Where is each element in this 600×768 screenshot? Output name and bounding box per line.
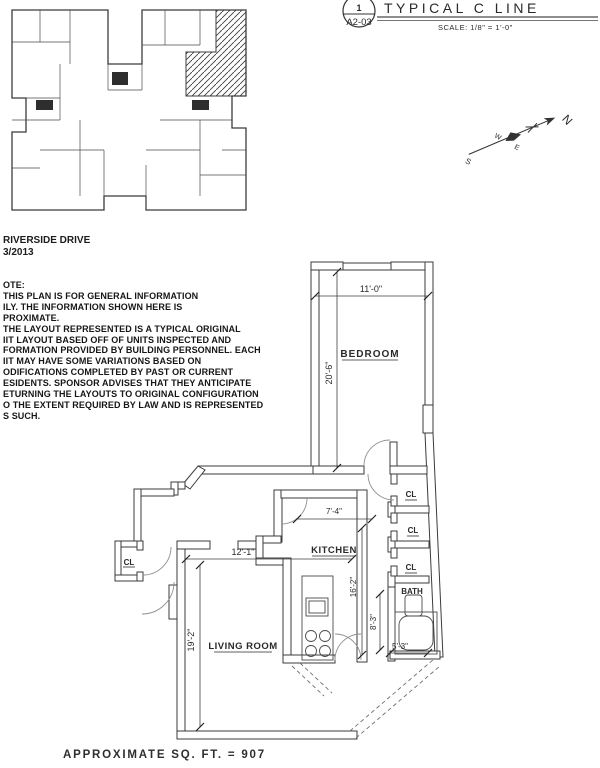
compass-center-knot: [503, 129, 522, 144]
elevator-core: [112, 72, 128, 85]
building-key-plan: [12, 10, 246, 210]
radiator-hatch: [423, 405, 433, 433]
title-block: [343, 0, 598, 32]
highlighted-c-line-unit-hatch: [186, 10, 246, 96]
note-line: PROXIMATE.: [3, 312, 60, 323]
stair-core-left: [36, 100, 53, 110]
note-line: OTE:: [3, 280, 25, 290]
closet-label-3: CL: [405, 563, 417, 572]
living-room-label: LIVING ROOM: [208, 641, 278, 652]
note-line: THE LAYOUT REPRESENTED IS A TYPICAL ORIGINAL: [3, 323, 241, 334]
living-room-length-dimension: [186, 561, 204, 731]
kitchen-label: KITCHEN: [311, 545, 357, 556]
foyer-diagonal-wall: [183, 466, 205, 489]
stove-burners: [306, 631, 331, 657]
bath-length-dimension: [369, 590, 384, 654]
compass-letter-e: E: [513, 143, 521, 153]
note-line: ETURNING THE LAYOUTS TO ORIGINAL CONFIGURATION: [3, 389, 259, 400]
bath-label: BATH: [401, 587, 423, 596]
bedroom-label: BEDROOM: [340, 349, 400, 360]
bedroom-length-dimension: [324, 268, 341, 472]
hall-door-arc: [368, 474, 394, 500]
sheet-number: A2-03: [346, 17, 372, 28]
svg-text:11'-0": 11'-0": [359, 284, 383, 294]
address-line: RIVERSIDE DRIVE: [3, 235, 91, 246]
note-line: S SUCH.: [3, 410, 41, 421]
note-line: ILY. THE INFORMATION SHOWN HERE IS: [3, 301, 183, 312]
note-line: O THE EXTENT REQUIRED BY LAW AND IS REPRESENTED: [3, 399, 264, 410]
north-arrow-compass: [457, 102, 579, 173]
note-line: FORMATION PROVIDED BY BUILDING PERSONNEL. EACH: [3, 345, 261, 356]
svg-text:7'-4": 7'-4": [326, 507, 342, 516]
removed-wall-dashed: [292, 659, 440, 738]
compass-letter-w: W: [493, 132, 503, 142]
compass-letter-s: S: [463, 156, 473, 167]
closet-label-1: CL: [405, 490, 417, 499]
svg-text:8'-3": 8'-3": [369, 614, 378, 630]
bedroom-width-dimension: [311, 284, 432, 300]
address-block: [3, 235, 90, 259]
svg-text:16'-2": 16'-2": [349, 576, 358, 598]
svg-text:20'-6": 20'-6": [324, 361, 334, 385]
bedroom-window-hatch: [343, 263, 391, 270]
drawing-scale: SCALE: 1/8" = 1'-0": [438, 23, 513, 32]
note-line: IIT LAYOUT BASED OFF OF UNITS INSPECTED AND: [3, 334, 232, 345]
bedroom-door-arc: [364, 440, 390, 466]
detail-number: 1: [356, 3, 362, 13]
note-line: IIT MAY HAVE SOME VARIATIONS BASED ON: [3, 356, 202, 367]
compass-letter-n: N: [559, 111, 576, 128]
closet-label-2: CL: [407, 526, 419, 535]
svg-text:19'-2": 19'-2": [186, 628, 196, 652]
date-line: 3/2013: [3, 247, 34, 258]
entry-closet-label: CL: [123, 558, 135, 567]
svg-text:5'-3": 5'-3": [392, 642, 408, 651]
note-block: [3, 280, 263, 422]
note-line: ESIDENTS. SPONSOR ADVISES THAT THEY ANTICIPATE: [3, 378, 252, 389]
note-line: ODIFICATIONS COMPLETED BY PAST OR CURRENT: [3, 367, 234, 378]
drawing-title: TYPICAL C LINE: [384, 0, 540, 16]
square-footage-label: APPROXIMATE SQ. FT. = 907: [63, 749, 266, 761]
stair-core-right: [192, 100, 209, 110]
note-line: THIS PLAN IS FOR GENERAL INFORMATION: [3, 290, 199, 301]
svg-text:12'-1": 12'-1": [231, 547, 255, 557]
kitchen-door-arc: [281, 498, 307, 524]
toilet: [405, 595, 422, 616]
entry-closet-door-arc: [143, 547, 171, 575]
compass-arrowhead: [544, 114, 557, 126]
compass-feather-2: [526, 123, 539, 132]
